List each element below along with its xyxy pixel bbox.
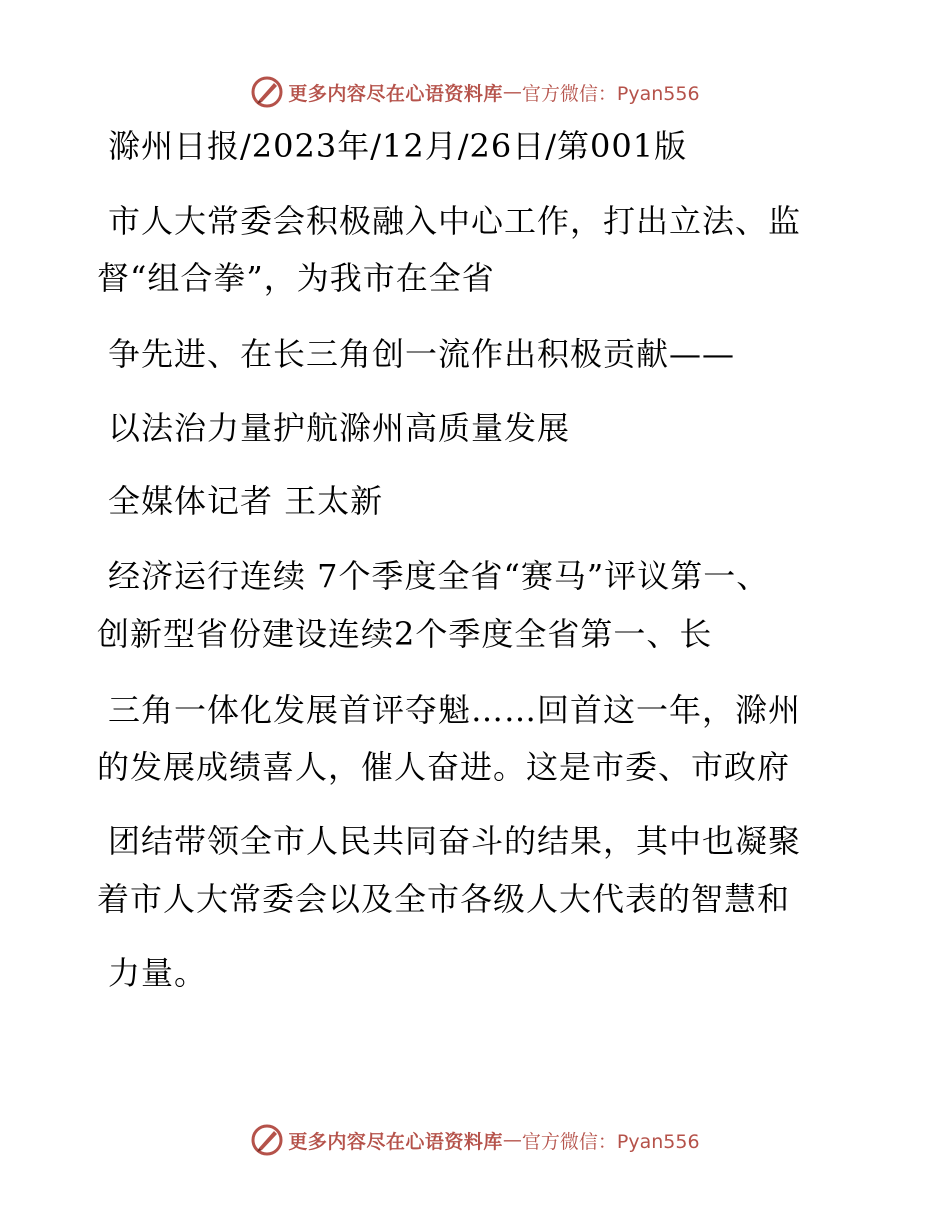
- article-line-11: 团结带领全市人民共同奋斗的结果，其中也凝聚: [108, 822, 802, 860]
- banner-wechat-text: 官方微信：Pyan556: [521, 82, 700, 105]
- quill-pen-logo-icon: [250, 75, 284, 109]
- article-line-9: 三角一体化发展首评夺魁……回首这一年，滁州: [108, 691, 802, 729]
- banner-main-text: 更多内容尽在心语资料库: [288, 82, 503, 105]
- banner-main-text: 更多内容尽在心语资料库: [288, 1130, 503, 1153]
- quill-pen-logo-icon: [250, 1123, 284, 1157]
- article-line-12: 着市人大常委会以及全市各级人大代表的智慧和: [97, 880, 791, 918]
- article-line-13: 力量。: [108, 954, 208, 992]
- article-line-4: 争先进、在长三角创一流作出积极贡献——: [108, 335, 736, 373]
- article-line-1: 滁州日报/2023年/12月/26日/第001版: [108, 127, 688, 165]
- header-banner: [0, 72, 950, 112]
- article-line-10: 的发展成绩喜人，催人奋进。这是市委、市政府: [97, 748, 791, 786]
- banner-separator: —: [502, 1129, 522, 1151]
- article-line-8: 创新型省份建设连续2个季度全省第一、长: [97, 615, 713, 653]
- footer-banner: [0, 1120, 950, 1160]
- article-line-7: 经济运行连续 7个季度全省“赛马”评议第一、: [108, 557, 770, 595]
- banner-separator: —: [502, 81, 522, 103]
- article-line-5: 以法治力量护航滁州高质量发展: [108, 409, 571, 447]
- article-line-3: 督“组合拳”，为我市在全省: [97, 259, 495, 297]
- article-line-2: 市人大常委会积极融入中心工作，打出立法、监: [108, 202, 802, 240]
- banner-wechat-text: 官方微信：Pyan556: [521, 1130, 700, 1153]
- article-line-6: 全媒体记者 王太新: [108, 482, 384, 520]
